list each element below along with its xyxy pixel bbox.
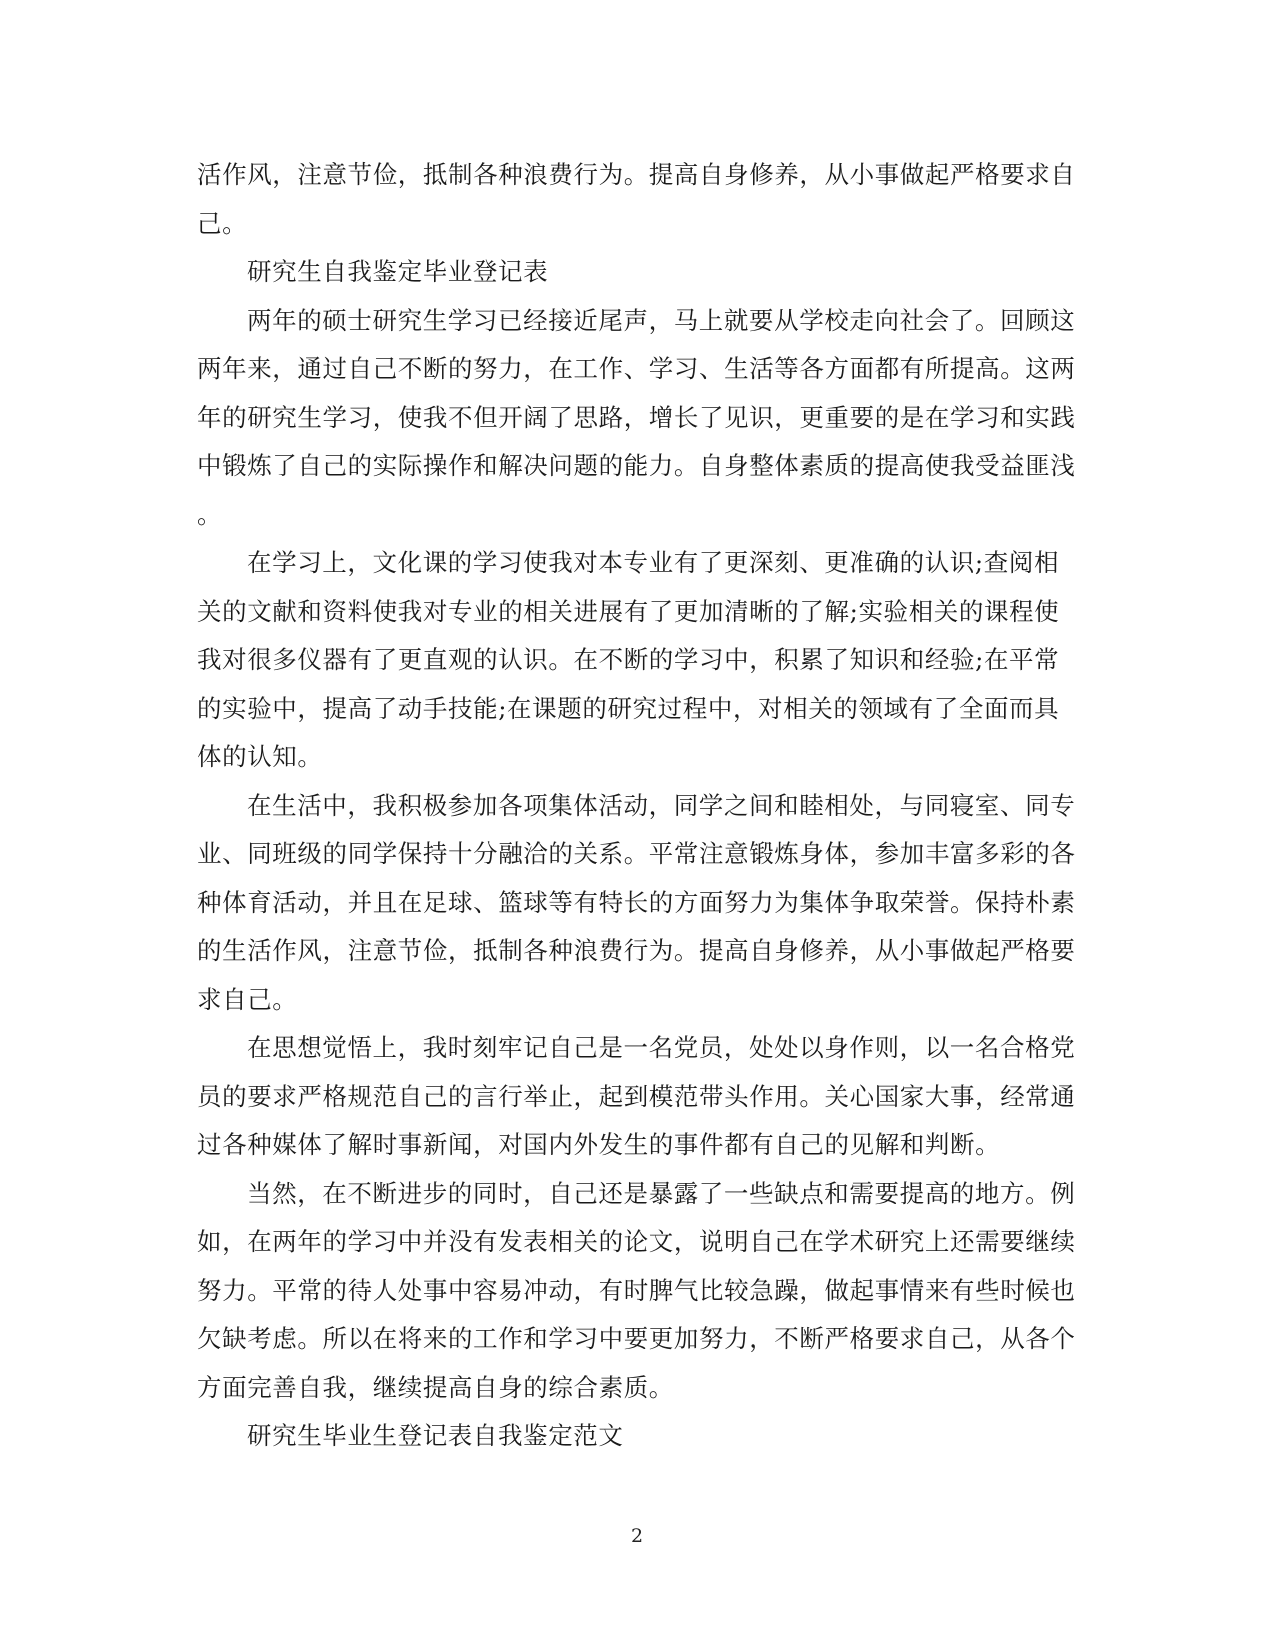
text-line: 种体育活动，并且在足球、篮球等有特长的方面努力为集体争取荣誉。保持朴素 bbox=[197, 887, 1076, 917]
text-line: 员的要求严格规范自己的言行举止，起到模范带头作用。关心国家大事，经常通 bbox=[197, 1081, 1076, 1111]
text-line: 年的研究生学习，使我不但开阔了思路，增长了见识，更重要的是在学习和实践 bbox=[197, 402, 1076, 432]
text-line: 欠缺考虑。所以在将来的工作和学习中要更加努力，不断严格要求自己，从各个 bbox=[197, 1324, 1076, 1353]
document-body bbox=[197, 151, 1077, 1461]
text-line: 体的认知。 bbox=[197, 742, 323, 771]
text-line: 活作风，注意节俭，抵制各种浪费行为。提高自身修养，从小事做起严格要求自 bbox=[197, 160, 1076, 189]
text-line: 过各种媒体了解时事新闻，对国内外发生的事件都有自己的见解和判断。 bbox=[197, 1130, 1001, 1159]
text-line: 如，在两年的学习中并没有发表相关的论文，说明自己在学术研究上还需要继续 bbox=[197, 1227, 1076, 1256]
text-line: 关的文献和资料使我对专业的相关进展有了更加清晰的了解;实验相关的课程使 bbox=[197, 596, 1060, 626]
text-line: 的生活作风，注意节俭，抵制各种浪费行为。提高自身修养，从小事做起严格要 bbox=[197, 936, 1076, 965]
text-line: 。 bbox=[197, 499, 223, 529]
text-line: 业、同班级的同学保持十分融洽的关系。平常注意锻炼身体，参加丰富多彩的各 bbox=[197, 839, 1076, 868]
text-line: 两年来，通过自己不断的努力，在工作、学习、生活等各方面都有所提高。这两 bbox=[197, 354, 1076, 383]
text-line: 求自己。 bbox=[197, 984, 298, 1014]
text-line: 中锻炼了自己的实际操作和解决问题的能力。自身整体素质的提高使我受益匪浅 bbox=[197, 451, 1076, 480]
text-line: 的实验中，提高了动手技能;在课题的研究过程中，对相关的领域有了全面而具 bbox=[197, 693, 1060, 723]
paragraph-first-line: 当然，在不断进步的同时，自己还是暴露了一些缺点和需要提高的地方。例 bbox=[247, 1178, 1076, 1208]
text-line: 己。 bbox=[197, 208, 248, 238]
section-heading: 研究生毕业生登记表自我鉴定范文 bbox=[247, 1421, 624, 1450]
text-line: 努力。平常的待人处事中容易冲动，有时脾气比较急躁，做起事情来有些时候也 bbox=[197, 1275, 1076, 1305]
section-heading: 研究生自我鉴定毕业登记表 bbox=[247, 257, 549, 286]
text-line: 方面完善自我，继续提高自身的综合素质。 bbox=[197, 1372, 674, 1402]
paragraph-first-line: 在生活中，我积极参加各项集体活动，同学之间和睦相处，与同寝室、同专 bbox=[247, 790, 1076, 820]
paragraph-first-line: 在思想觉悟上，我时刻牢记自己是一名党员，处处以身作则，以一名合格党 bbox=[247, 1033, 1076, 1062]
page-number: 2 bbox=[630, 1525, 644, 1547]
paragraph-first-line: 在学习上，文化课的学习使我对本专业有了更深刻、更准确的认识;查阅相 bbox=[247, 548, 1060, 577]
text-line: 我对很多仪器有了更直观的认识。在不断的学习中，积累了知识和经验;在平常 bbox=[197, 645, 1060, 674]
paragraph-first-line: 两年的硕士研究生学习已经接近尾声，马上就要从学校走向社会了。回顾这 bbox=[247, 305, 1076, 335]
